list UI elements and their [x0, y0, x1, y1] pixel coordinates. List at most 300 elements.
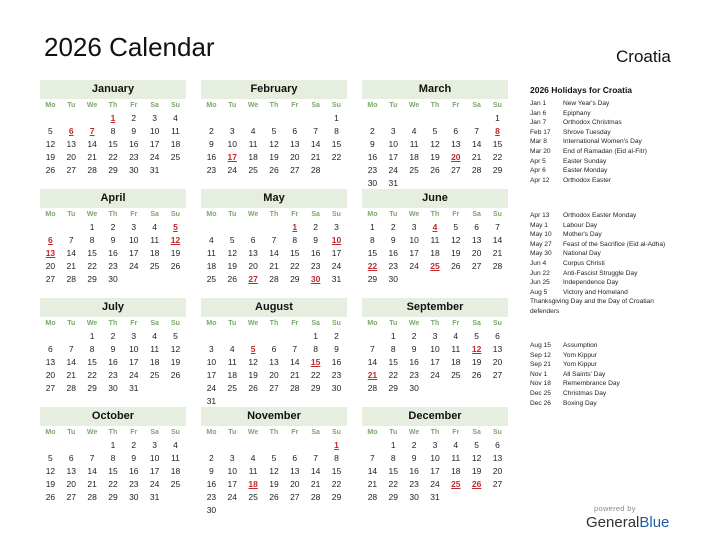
empty-cell	[466, 112, 487, 125]
holiday-date: Sep 21	[530, 361, 551, 369]
weekday-label: Th	[269, 102, 279, 109]
day-cell: 16	[367, 152, 378, 162]
holiday-item	[530, 307, 708, 317]
holiday-name: Yom Kippur	[563, 351, 597, 359]
month-grid	[362, 208, 508, 286]
day-cell: 26	[248, 383, 258, 393]
weekday-label: Sa	[472, 211, 481, 218]
day-cell: 29	[87, 383, 97, 393]
day-cell: 28	[66, 383, 76, 393]
day-cell: 26	[471, 370, 482, 380]
day-cell: 15	[331, 139, 342, 149]
day-cell: 9	[334, 344, 339, 354]
day-cell: 23	[310, 261, 321, 271]
day-cell: 22	[331, 152, 342, 162]
day-cell: 20	[290, 479, 300, 489]
day-cell: 21	[471, 152, 482, 162]
holiday-name: Orthodox Easter Monday	[563, 212, 637, 219]
month-grid	[201, 317, 347, 408]
day-cell: 2	[209, 126, 214, 136]
weekday-label: Th	[269, 429, 279, 436]
day-cell: 3	[209, 344, 214, 354]
day-cell: 14	[290, 357, 300, 367]
day-cell: 22	[290, 261, 300, 271]
holiday-day: 5	[250, 344, 256, 354]
month-november	[201, 407, 347, 517]
day-cell: 6	[68, 453, 74, 463]
day-cell: 7	[495, 222, 500, 232]
day-cell: 28	[310, 492, 321, 502]
holiday-day: 15	[310, 357, 321, 367]
weekday-label: Sa	[150, 429, 159, 436]
day-cell: 22	[388, 479, 398, 489]
day-cell: 21	[66, 370, 76, 380]
weekday-label: Fr	[452, 429, 460, 436]
day-cell: 24	[331, 261, 342, 271]
month-name: January	[40, 80, 186, 99]
weekday-label: Sa	[311, 320, 320, 327]
day-cell: 13	[492, 453, 503, 463]
holiday-date: Apr 6	[530, 167, 546, 175]
holiday-name: defenders	[530, 307, 560, 315]
day-cell: 18	[170, 139, 181, 149]
day-cell: 6	[495, 331, 500, 341]
day-cell: 28	[367, 492, 378, 502]
empty-cell	[305, 439, 326, 452]
holiday-day: 8	[495, 126, 500, 136]
weekday-label: We	[86, 429, 98, 436]
holiday-name: Yom Kippur	[563, 361, 597, 369]
day-cell: 11	[171, 453, 180, 463]
day-cell: 28	[492, 261, 503, 271]
weekday-label: We	[247, 211, 259, 218]
day-cell: 15	[492, 139, 503, 149]
holiday-date: Jun 4	[530, 259, 547, 267]
month-september	[362, 298, 508, 395]
holiday-item	[530, 370, 708, 380]
day-cell: 4	[453, 440, 459, 450]
holiday-name: New Year's Day	[563, 100, 610, 107]
weekday-label: Su	[171, 429, 180, 436]
day-cell: 30	[108, 383, 118, 393]
day-cell: 7	[370, 344, 375, 354]
day-cell: 25	[451, 370, 461, 380]
day-cell: 17	[388, 152, 398, 162]
day-cell: 23	[206, 165, 217, 175]
day-cell: 6	[292, 453, 298, 463]
weekday-label: We	[86, 102, 98, 109]
empty-cell	[362, 330, 383, 343]
brand-logo[interactable]	[586, 514, 669, 531]
day-cell: 18	[430, 248, 440, 258]
day-cell: 17	[149, 139, 160, 149]
day-cell: 20	[45, 370, 56, 380]
holiday-day: 21	[367, 370, 378, 380]
month-march	[362, 80, 508, 190]
day-cell: 17	[430, 466, 440, 476]
holiday-name: End of Ramadan (Eid al-Fitr)	[563, 147, 647, 155]
holiday-date: Sep 12	[530, 351, 551, 359]
day-cell: 1	[390, 331, 396, 341]
day-cell: 26	[45, 165, 56, 175]
weekday-label: Su	[171, 320, 180, 327]
day-cell: 13	[66, 466, 76, 476]
day-cell: 29	[388, 383, 398, 393]
empty-cell	[40, 112, 61, 125]
month-grid	[362, 426, 508, 504]
day-cell: 18	[451, 466, 461, 476]
day-cell: 23	[206, 492, 217, 502]
day-cell: 22	[388, 370, 398, 380]
day-cell: 14	[367, 357, 378, 367]
weekday-label: Mo	[45, 211, 56, 218]
holiday-day: 13	[45, 248, 56, 258]
weekday-label: Th	[108, 211, 118, 218]
day-cell: 30	[367, 178, 378, 188]
day-cell: 8	[313, 344, 318, 354]
day-cell: 17	[430, 357, 440, 367]
day-cell: 22	[87, 261, 97, 271]
weekday-label: We	[408, 429, 420, 436]
day-cell: 2	[390, 222, 396, 232]
holiday-name: Epiphany	[563, 109, 591, 117]
weekday-label: Su	[332, 102, 341, 109]
day-cell: 11	[430, 235, 440, 245]
weekday-label: Su	[493, 320, 502, 327]
day-cell: 14	[66, 357, 76, 367]
holiday-item	[530, 166, 708, 176]
day-cell: 17	[129, 357, 139, 367]
day-cell: 12	[170, 344, 181, 354]
weekday-label: Tu	[228, 429, 237, 436]
day-cell: 31	[388, 178, 398, 188]
day-cell: 17	[227, 479, 237, 489]
day-cell: 21	[269, 261, 279, 271]
holiday-date: Nov 18	[530, 380, 551, 388]
day-cell: 25	[206, 274, 217, 284]
holiday-day: 7	[89, 126, 95, 136]
day-cell: 21	[66, 261, 76, 271]
month-name: February	[201, 80, 347, 99]
day-cell: 11	[227, 357, 237, 367]
day-cell: 21	[290, 370, 300, 380]
holiday-item	[530, 249, 708, 259]
day-cell: 16	[206, 152, 217, 162]
day-cell: 13	[248, 248, 258, 258]
weekday-label: Th	[108, 429, 118, 436]
empty-cell	[222, 221, 243, 234]
holiday-day: 12	[471, 344, 482, 354]
month-grid	[40, 317, 186, 395]
day-cell: 25	[149, 370, 160, 380]
empty-cell	[243, 330, 264, 343]
weekday-label: Fr	[130, 320, 138, 327]
empty-cell	[243, 112, 264, 125]
day-cell: 29	[367, 274, 378, 284]
day-cell: 24	[227, 492, 237, 502]
day-cell: 31	[430, 492, 440, 502]
holiday-name: International Women's Day	[563, 138, 642, 146]
day-cell: 14	[367, 466, 378, 476]
holiday-day: 1	[110, 113, 116, 123]
weekday-label: Tu	[67, 211, 76, 218]
weekday-label: Tu	[389, 211, 398, 218]
day-cell: 30	[388, 274, 398, 284]
day-cell: 29	[388, 492, 398, 502]
holiday-item	[530, 297, 708, 307]
month-name: May	[201, 189, 347, 208]
day-cell: 3	[131, 222, 137, 232]
weekday-label: Tu	[228, 211, 237, 218]
day-cell: 13	[66, 139, 76, 149]
day-cell: 29	[310, 383, 321, 393]
empty-cell	[201, 112, 222, 125]
holiday-name: Corpus Christi	[563, 259, 605, 267]
day-cell: 7	[313, 126, 318, 136]
day-cell: 9	[131, 453, 137, 463]
month-name: November	[201, 407, 347, 426]
month-grid	[362, 99, 508, 190]
day-cell: 5	[474, 440, 479, 450]
day-cell: 17	[331, 248, 342, 258]
day-cell: 21	[492, 248, 503, 258]
holiday-item	[530, 269, 708, 279]
holiday-name: Christmas Day	[563, 389, 607, 397]
day-cell: 14	[269, 248, 279, 258]
day-cell: 1	[370, 222, 375, 232]
holiday-date: Apr 5	[530, 157, 546, 165]
day-cell: 16	[129, 139, 139, 149]
day-cell: 10	[430, 453, 440, 463]
day-cell: 1	[110, 440, 116, 450]
holiday-name: National Day	[563, 250, 601, 258]
month-grid	[40, 99, 186, 177]
day-cell: 30	[409, 383, 419, 393]
weekday-label: Tu	[389, 102, 398, 109]
day-cell: 24	[388, 165, 398, 175]
holiday-date: May 30	[530, 250, 552, 258]
day-cell: 26	[45, 492, 56, 502]
day-cell: 14	[471, 139, 482, 149]
day-cell: 25	[170, 479, 181, 489]
holiday-item	[530, 240, 708, 250]
day-cell: 9	[411, 344, 417, 354]
weekday-label: We	[247, 320, 259, 327]
day-cell: 9	[390, 235, 396, 245]
day-cell: 13	[290, 139, 300, 149]
day-cell: 22	[492, 152, 503, 162]
holiday-date: Jun 25	[530, 279, 550, 287]
holiday-date: May 1	[530, 221, 548, 229]
weekday-label: Su	[332, 211, 341, 218]
day-cell: 2	[110, 331, 116, 341]
day-cell: 10	[430, 344, 440, 354]
day-cell: 19	[451, 248, 461, 258]
weekday-label: Sa	[472, 102, 481, 109]
holiday-date: Aug 5	[530, 288, 548, 296]
day-cell: 5	[173, 331, 178, 341]
day-cell: 2	[131, 113, 137, 123]
day-cell: 14	[310, 466, 321, 476]
day-cell: 16	[331, 357, 342, 367]
holiday-item	[530, 176, 708, 186]
weekday-label: Su	[332, 429, 341, 436]
empty-cell	[264, 221, 285, 234]
day-cell: 8	[390, 344, 396, 354]
day-cell: 26	[430, 165, 440, 175]
weekday-label: Sa	[150, 211, 159, 218]
empty-cell	[264, 330, 285, 343]
empty-cell	[61, 439, 82, 452]
day-cell: 2	[334, 331, 339, 341]
brand-footer	[586, 504, 669, 531]
day-cell: 23	[129, 479, 139, 489]
day-cell: 18	[206, 261, 217, 271]
day-cell: 17	[206, 370, 217, 380]
weekday-label: We	[247, 429, 259, 436]
day-cell: 20	[66, 152, 76, 162]
empty-cell	[243, 221, 264, 234]
empty-cell	[362, 439, 383, 452]
weekday-label: Su	[332, 320, 341, 327]
day-cell: 31	[206, 396, 217, 406]
day-cell: 11	[171, 126, 180, 136]
day-cell: 3	[432, 440, 438, 450]
day-cell: 27	[290, 165, 300, 175]
day-cell: 19	[269, 152, 279, 162]
weekday-label: Fr	[291, 320, 299, 327]
holiday-name: Mother's Day	[563, 231, 602, 239]
day-cell: 8	[110, 126, 116, 136]
empty-cell	[222, 439, 243, 452]
empty-cell	[243, 439, 264, 452]
day-cell: 19	[170, 357, 181, 367]
month-grid	[201, 99, 347, 177]
day-cell: 11	[248, 139, 258, 149]
weekday-label: Th	[108, 320, 118, 327]
weekday-label: Tu	[67, 429, 76, 436]
day-cell: 20	[492, 466, 503, 476]
day-cell: 4	[250, 126, 256, 136]
holiday-item	[530, 157, 708, 167]
day-cell: 15	[290, 248, 300, 258]
day-cell: 6	[271, 344, 277, 354]
empty-cell	[284, 330, 305, 343]
holiday-name: Thanksgiving Day and the Day of Croatian	[530, 298, 654, 306]
holiday-item	[530, 230, 708, 240]
holiday-item	[530, 351, 708, 361]
day-cell: 22	[108, 479, 118, 489]
day-cell: 21	[310, 152, 321, 162]
day-cell: 29	[290, 274, 300, 284]
day-cell: 9	[110, 344, 116, 354]
weekday-label: Fr	[291, 211, 299, 218]
month-name: September	[362, 298, 508, 317]
day-cell: 24	[149, 152, 160, 162]
holiday-item	[530, 259, 708, 269]
day-cell: 18	[170, 466, 181, 476]
holiday-item	[530, 399, 708, 409]
day-cell: 30	[129, 165, 139, 175]
day-cell: 1	[334, 113, 339, 123]
month-october	[40, 407, 186, 504]
day-cell: 9	[131, 126, 137, 136]
day-cell: 3	[131, 331, 137, 341]
holiday-item	[530, 360, 708, 370]
day-cell: 12	[471, 453, 482, 463]
weekday-label: Sa	[472, 320, 481, 327]
holiday-date: Dec 26	[530, 399, 551, 407]
month-april	[40, 189, 186, 286]
empty-cell	[40, 330, 61, 343]
month-grid	[40, 208, 186, 286]
holiday-day: 20	[451, 152, 461, 162]
weekday-label: Sa	[311, 211, 320, 218]
day-cell: 23	[129, 152, 139, 162]
day-cell: 16	[310, 248, 321, 258]
day-cell: 15	[87, 357, 97, 367]
empty-cell	[404, 112, 425, 125]
month-grid	[201, 426, 347, 517]
holiday-day: 6	[68, 126, 74, 136]
day-cell: 21	[310, 479, 321, 489]
day-cell: 26	[269, 165, 279, 175]
day-cell: 15	[388, 357, 398, 367]
day-cell: 6	[495, 440, 500, 450]
holiday-date: Feb 17	[530, 128, 551, 136]
empty-cell	[82, 112, 103, 125]
day-cell: 24	[206, 383, 217, 393]
holiday-name: Easter Sunday	[563, 157, 607, 165]
day-cell: 20	[290, 152, 300, 162]
holiday-item	[530, 278, 708, 288]
month-december	[362, 407, 508, 504]
day-cell: 30	[331, 383, 342, 393]
day-cell: 9	[209, 466, 214, 476]
weekday-label: Mo	[206, 320, 217, 327]
day-cell: 16	[108, 357, 118, 367]
day-cell: 19	[248, 370, 258, 380]
weekday-label: Sa	[311, 102, 320, 109]
holiday-name: Independence Day	[563, 279, 619, 287]
day-cell: 13	[269, 357, 279, 367]
day-cell: 20	[471, 248, 482, 258]
holiday-day: 10	[331, 235, 342, 245]
day-cell: 18	[149, 357, 160, 367]
day-cell: 10	[388, 139, 398, 149]
empty-cell	[61, 330, 82, 343]
day-cell: 28	[310, 165, 321, 175]
day-cell: 17	[409, 248, 419, 258]
month-name: December	[362, 407, 508, 426]
day-cell: 9	[313, 235, 318, 245]
holiday-name: Boxing Day	[563, 399, 597, 407]
holiday-item	[530, 389, 708, 399]
day-cell: 5	[48, 453, 53, 463]
holiday-date: Apr 12	[530, 176, 550, 184]
day-cell: 17	[129, 248, 139, 258]
day-cell: 29	[108, 492, 118, 502]
holiday-day: 4	[432, 222, 438, 232]
day-cell: 19	[45, 152, 56, 162]
holiday-item	[530, 288, 708, 298]
weekday-label: Tu	[389, 429, 398, 436]
day-cell: 24	[129, 370, 139, 380]
day-cell: 29	[87, 274, 97, 284]
day-cell: 6	[474, 222, 479, 232]
day-cell: 2	[209, 453, 214, 463]
day-cell: 18	[409, 152, 419, 162]
